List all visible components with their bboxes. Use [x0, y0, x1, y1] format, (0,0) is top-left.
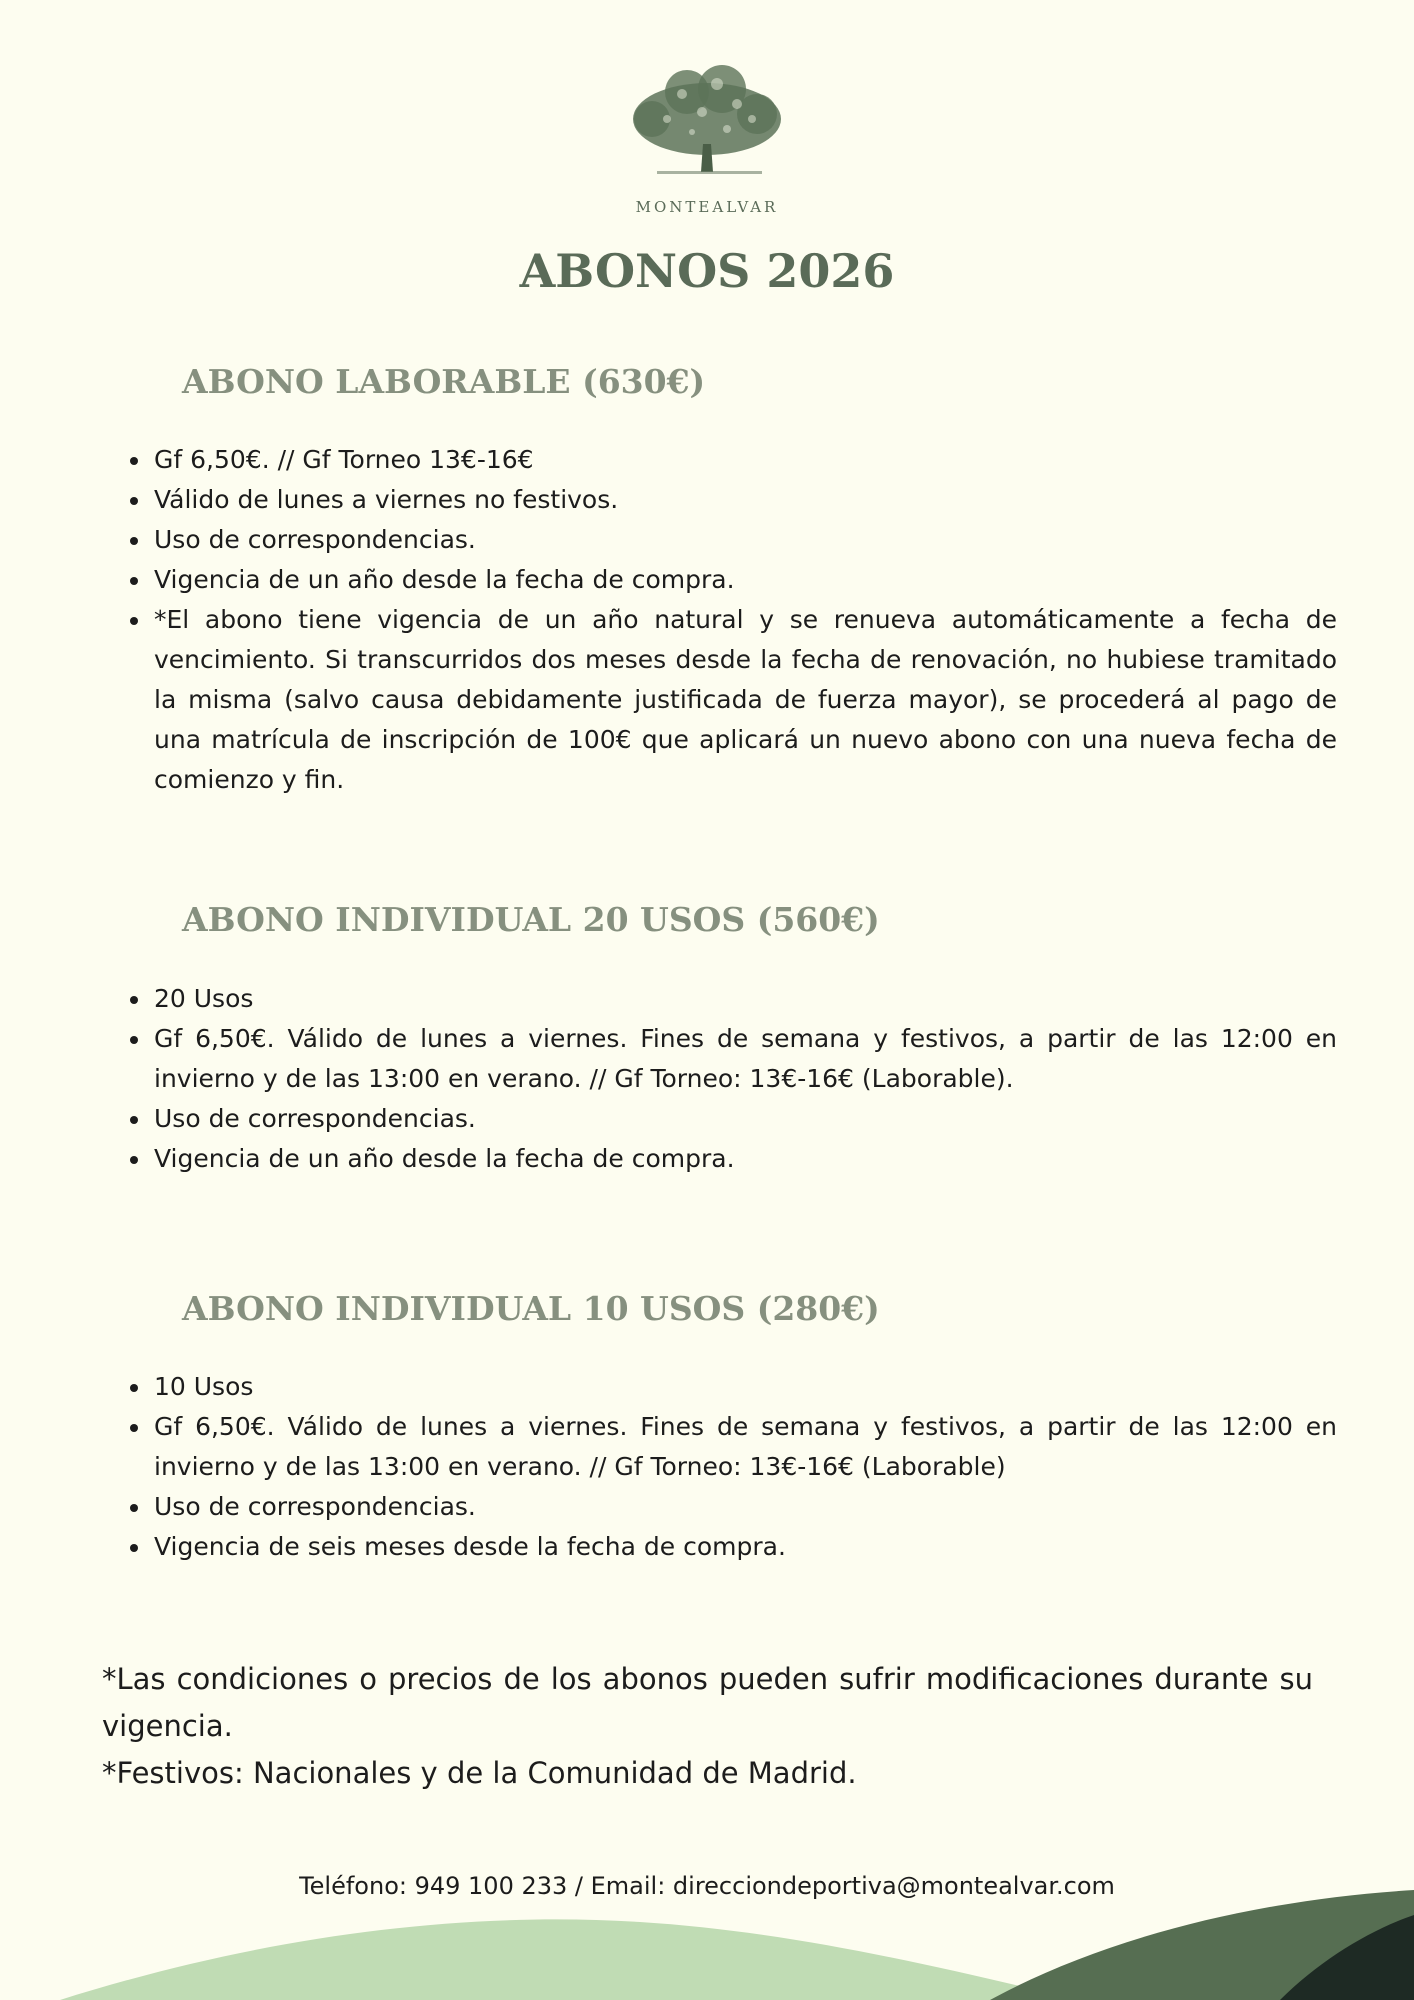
list-item: • Vigencia de seis meses desde la fecha de compra.: [152, 1527, 1337, 1567]
list-item: • Válido de lunes a viernes no festivos.: [152, 480, 1337, 520]
section-heading-20-usos: ABONO INDIVIDUAL 20 USOS (560€): [182, 900, 880, 939]
brand-name: MONTEALVAR: [635, 198, 779, 216]
list-item: • 20 Usos: [152, 979, 1337, 1019]
list-item: • Vigencia de un año desde la fecha de compra.: [152, 560, 1337, 600]
section-heading-laborable: ABONO LABORABLE (630€): [182, 362, 706, 401]
list-item: • Vigencia de un año desde la fecha de compra.: [152, 1139, 1337, 1179]
tree-logo-icon: [627, 64, 787, 184]
wave-light: [60, 1919, 1080, 2000]
notes: [102, 1656, 1313, 1797]
list-item: • 10 Usos: [152, 1367, 1337, 1407]
contact-footer: Teléfono: 949 100 233 / Email: direcciondeportiva@montealvar.com: [299, 1872, 1115, 1900]
list-item: • Uso de correspondencias.: [152, 1099, 1337, 1139]
list-item: • Uso de correspondencias.: [152, 1487, 1337, 1527]
note-festivos: *Festivos: Nacionales y de la Comunidad de Madrid.: [102, 1756, 857, 1790]
list-item: • *El abono tiene vigencia de un año natural y se renueva automáticamente a fecha de vencimiento. Si transcurridos dos meses desde la fecha de renovación, no hubiese tramitado la misma (salvo causa debidamente justificada de fuerza mayor), se procederá al pago de una matrícula de inscripción de 100€ que aplicará un nuevo abono con una nueva fecha de comienzo y fin.: [152, 600, 1337, 800]
section-heading-10-usos: ABONO INDIVIDUAL 10 USOS (280€): [182, 1289, 880, 1328]
note-modifications: *Las condiciones o precios de los abonos pueden sufrir modificaciones durante su vigencia.: [102, 1662, 1313, 1743]
page-title: ABONOS 2026: [519, 244, 895, 298]
list-item: • Gf 6,50€. Válido de lunes a viernes. Fines de semana y festivos, a partir de las 12:00 en invierno y de las 13:00 en verano. // Gf Torneo: 13€-16€ (Laborable).: [152, 1019, 1337, 1099]
list-item: • Gf 6,50€. Válido de lunes a viernes. Fines de semana y festivos, a partir de las 12:00 en invierno y de las 13:00 en verano. // Gf Torneo: 13€-16€ (Laborable): [152, 1407, 1337, 1487]
list-item: • Uso de correspondencias.: [152, 520, 1337, 560]
section-list-20-usos: [128, 979, 1337, 1179]
list-item: • Gf 6,50€. // Gf Torneo 13€-16€: [152, 440, 1337, 480]
section-list-10-usos: [128, 1367, 1337, 1567]
section-list-laborable: [128, 440, 1337, 800]
